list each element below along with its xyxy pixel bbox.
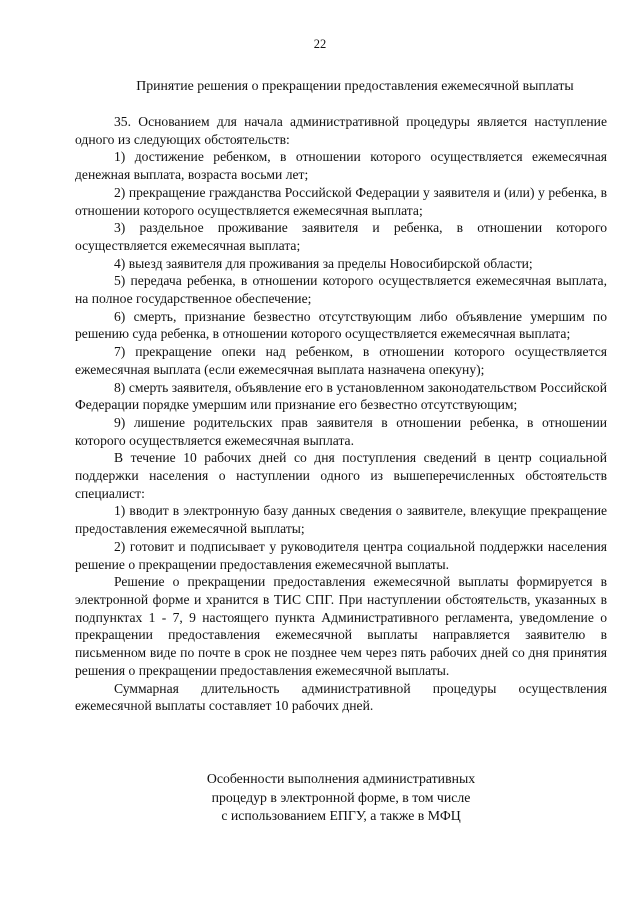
paragraph-35-intro: 35. Основанием для начала административной процедуры является наступление одного из следующих обстоятельств: (75, 114, 607, 147)
list-item: 5) передача ребенка, в отношении которого осуществляется ежемесячная выплата, на полное государственное обеспечение; (75, 273, 607, 307)
document-body (75, 113, 607, 715)
heading-line: с использованием ЕПГУ, а также в МФЦ (221, 808, 461, 823)
heading-line: процедур в электронной форме, в том числе (211, 789, 471, 805)
list-item: 8) смерть заявителя, объявление его в установленном законодательством Российской Федерации порядке умершим или признание его безвестно отсутствующим; (75, 379, 607, 413)
paragraph: В течение 10 рабочих дней со дня поступления сведений в центр социальной поддержки населения о наступлении одного из вышеперечисленных обстоятельств специалист: (75, 450, 607, 501)
closing-section-heading (75, 770, 607, 826)
list-item: 1) вводит в электронную базу данных сведения о заявителе, влекущие прекращение предоставления ежемесячной выплаты; (75, 503, 607, 537)
section-title: Принятие решения о прекращении предоставления ежемесячной выплаты (136, 78, 574, 93)
list-item: 1) достижение ребенком, в отношении которого осуществляется ежемесячная денежная выплата, возраста восьми лет; (75, 149, 607, 183)
paragraph: Суммарная длительность административной процедуры осуществления ежемесячной выплаты составляет 10 рабочих дней. (75, 680, 607, 714)
page-number: 22 (313, 37, 327, 51)
list-item: 9) лишение родительских прав заявителя в отношении ребенка, в отношении которого осуществляется ежемесячная выплата. (75, 414, 607, 448)
list-item: 7) прекращение опеки над ребенком, в отношении которого осуществляется ежемесячная выплата (если ежемесячная выплата назначена опекуну); (75, 344, 607, 377)
heading-line: Особенности выполнения административных (206, 771, 476, 786)
list-item: 4) выезд заявителя для проживания за пределы Новосибирской области; (114, 255, 533, 271)
paragraph: Решение о прекращении предоставления ежемесячной выплаты формируется в электронной форме и хранится в ТИС СПГ. При наступлении обстоятельств, указанных в подпунктах 1 - 7, 9 настоящего пункта Административного регламента, уведомление о прекращении предоставления ежемесячной выплаты направляется заявителю в письменном виде по почте в срок не позднее чем через пять рабочих дней со дня принятия решения о прекращении предоставления ежемесячной выплаты. (75, 574, 607, 678)
list-item: 6) смерть, признание безвестно отсутствующим либо объявление умершим по решению суда ребенка, в отношении которого осуществляется ежемесячная выплата; (75, 308, 607, 342)
list-item: 3) раздельное проживание заявителя и ребенка, в отношении которого осуществляется ежемесячная выплата; (75, 220, 607, 253)
list-item: 2) готовит и подписывает у руководителя центра социальной поддержки населения решение о прекращении предоставления ежемесячной выплаты. (75, 538, 607, 572)
list-item: 2) прекращение гражданства Российской Федерации у заявителя и (или) у ребенка, в отношении которого осуществляется ежемесячная выплата; (75, 184, 607, 218)
